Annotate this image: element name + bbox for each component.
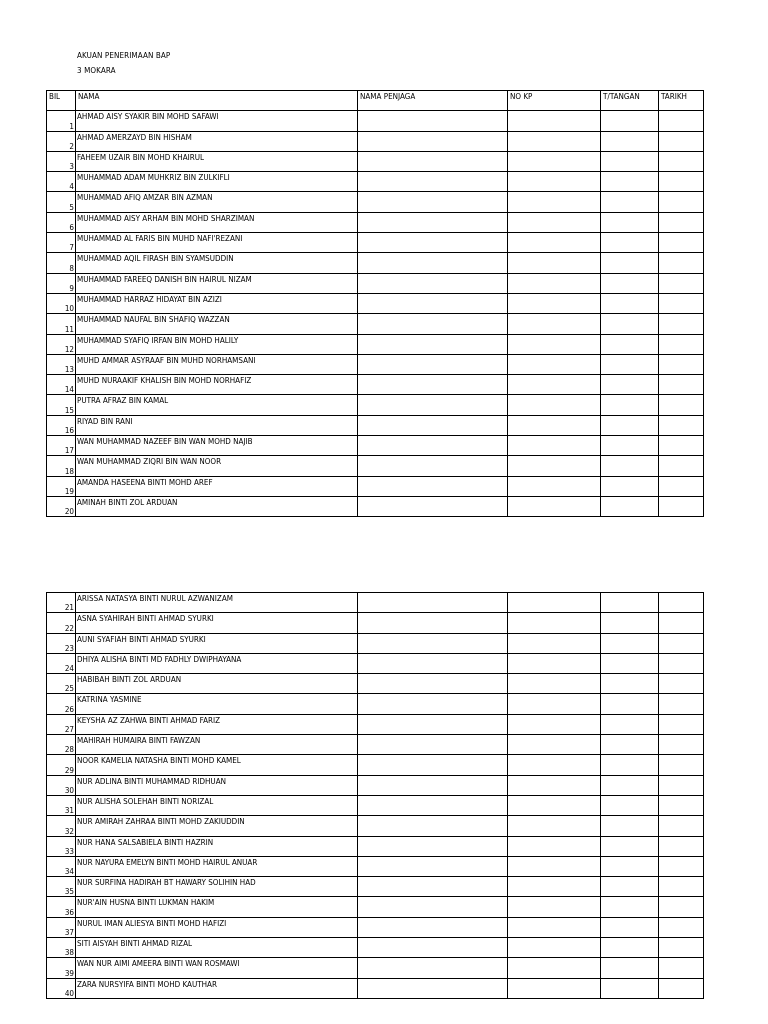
student-name: MAHIRAH HUMAIRA BINTI FAWZAN [76,735,358,755]
signature-cell [601,476,659,496]
table-row [47,496,704,516]
document-title: AKUAN PENERIMAAN BAP [77,51,171,60]
date-cell [659,375,704,395]
signature-cell [601,714,659,734]
date-cell [659,415,704,435]
row-number: 12 [47,334,76,354]
table-row [47,735,704,755]
student-name: NOOR KAMELIA NATASHA BINTI MOHD KAMEL [76,755,358,775]
signature-cell [601,674,659,694]
ic-number-cell [508,334,601,354]
table-row [47,633,704,653]
guardian-name-cell [358,131,508,151]
signature-cell [601,415,659,435]
student-name: NUR AMIRAH ZAHRAA BINTI MOHD ZAKIUDDIN [76,816,358,836]
signature-cell [601,694,659,714]
row-number: 15 [47,395,76,415]
table-row [47,354,704,374]
ic-number-cell [508,192,601,212]
ic-number-cell [508,836,601,856]
table-row [47,613,704,633]
guardian-name-cell [358,775,508,795]
table-row [47,694,704,714]
ic-number-cell [508,593,601,613]
student-name: MUHAMMAD AL FARIS BIN MUHD NAFI'REZANI [76,233,358,253]
ic-number-cell [508,917,601,937]
signature-cell [601,735,659,755]
signature-cell [601,233,659,253]
student-name: NUR'AIN HUSNA BINTI LUKMAN HAKIM [76,897,358,917]
signature-cell [601,795,659,815]
row-number: 13 [47,354,76,374]
date-cell [659,897,704,917]
guardian-name-cell [358,293,508,313]
date-cell [659,714,704,734]
row-number: 7 [47,233,76,253]
column-header-nama: NAMA [76,91,358,111]
table-row [47,253,704,273]
row-number: 27 [47,714,76,734]
date-cell [659,314,704,334]
table-row [47,978,704,998]
table-row [47,714,704,734]
student-name: WAN NUR AIMI AMEERA BINTI WAN ROSMAWI [76,958,358,978]
date-cell [659,938,704,958]
date-cell [659,436,704,456]
table-row [47,212,704,232]
student-name: WAN MUHAMMAD NAZEEF BIN WAN MOHD NAJIB [76,436,358,456]
table-row [47,897,704,917]
date-cell [659,212,704,232]
student-name: MUHD NURAAKIF KHALISH BIN MOHD NORHAFIZ [76,375,358,395]
guardian-name-cell [358,633,508,653]
table-row [47,593,704,613]
date-cell [659,496,704,516]
signature-cell [601,436,659,456]
signature-cell [601,375,659,395]
guardian-name-cell [358,314,508,334]
student-name: NUR HANA SALSABIELA BINTI HAZRIN [76,836,358,856]
table-header-row [47,91,704,111]
signature-cell [601,816,659,836]
guardian-name-cell [358,714,508,734]
row-number: 1 [47,111,76,131]
row-number: 37 [47,917,76,937]
guardian-name-cell [358,436,508,456]
student-name: ARISSA NATASYA BINTI NURUL AZWANIZAM [76,593,358,613]
table-row [47,476,704,496]
guardian-name-cell [358,593,508,613]
column-header-tarikh: TARIKH [659,91,704,111]
table-row [47,151,704,171]
date-cell [659,653,704,673]
ic-number-cell [508,436,601,456]
guardian-name-cell [358,653,508,673]
row-number: 11 [47,314,76,334]
signature-cell [601,273,659,293]
table-row [47,917,704,937]
date-cell [659,111,704,131]
signature-cell [601,172,659,192]
student-name: KEYSHA AZ ZAHWA BINTI AHMAD FARIZ [76,714,358,734]
signature-cell [601,192,659,212]
column-header-tandatangan: T/TANGAN [601,91,659,111]
student-name: AMINAH BINTI ZOL ARDUAN [76,496,358,516]
date-cell [659,273,704,293]
row-number: 21 [47,593,76,613]
table-row [47,958,704,978]
table-row [47,334,704,354]
signature-cell [601,212,659,232]
ic-number-cell [508,293,601,313]
guardian-name-cell [358,694,508,714]
signature-cell [601,938,659,958]
table-row [47,877,704,897]
ic-number-cell [508,633,601,653]
table-row [47,293,704,313]
guardian-name-cell [358,958,508,978]
row-number: 24 [47,653,76,673]
signature-cell [601,334,659,354]
table-row [47,755,704,775]
student-name: MUHD AMMAR ASYRAAF BIN MUHD NORHAMSANI [76,354,358,374]
row-number: 5 [47,192,76,212]
student-name: AUNI SYAFIAH BINTI AHMAD SYURKI [76,633,358,653]
student-name: NURUL IMAN ALIESYA BINTI MOHD HAFIZI [76,917,358,937]
signature-cell [601,613,659,633]
ic-number-cell [508,496,601,516]
ic-number-cell [508,775,601,795]
signature-cell [601,111,659,131]
date-cell [659,917,704,937]
ic-number-cell [508,395,601,415]
signature-cell [601,856,659,876]
guardian-name-cell [358,456,508,476]
table-row [47,938,704,958]
signature-cell [601,314,659,334]
ic-number-cell [508,613,601,633]
table-row [47,395,704,415]
guardian-name-cell [358,856,508,876]
signature-cell [601,395,659,415]
row-number: 22 [47,613,76,633]
date-cell [659,151,704,171]
row-number: 31 [47,795,76,815]
guardian-name-cell [358,273,508,293]
signature-cell [601,293,659,313]
ic-number-cell [508,172,601,192]
date-cell [659,131,704,151]
signature-cell [601,917,659,937]
student-table-2 [46,592,704,999]
ic-number-cell [508,755,601,775]
signature-cell [601,131,659,151]
table-row [47,856,704,876]
table-row [47,674,704,694]
student-name: NUR ADLINA BINTI MUHAMMAD RIDHUAN [76,775,358,795]
date-cell [659,253,704,273]
guardian-name-cell [358,212,508,232]
table-row [47,795,704,815]
ic-number-cell [508,735,601,755]
signature-cell [601,775,659,795]
table-row [47,233,704,253]
date-cell [659,172,704,192]
date-cell [659,395,704,415]
row-number: 9 [47,273,76,293]
guardian-name-cell [358,334,508,354]
row-number: 33 [47,836,76,856]
date-cell [659,674,704,694]
guardian-name-cell [358,253,508,273]
ic-number-cell [508,938,601,958]
row-number: 28 [47,735,76,755]
row-number: 20 [47,496,76,516]
date-cell [659,775,704,795]
row-number: 34 [47,856,76,876]
student-name: MUHAMMAD AQIL FIRASH BIN SYAMSUDDIN [76,253,358,273]
student-name: FAHEEM UZAIR BIN MOHD KHAIRUL [76,151,358,171]
ic-number-cell [508,253,601,273]
table-row [47,415,704,435]
row-number: 30 [47,775,76,795]
ic-number-cell [508,233,601,253]
guardian-name-cell [358,674,508,694]
row-number: 19 [47,476,76,496]
guardian-name-cell [358,172,508,192]
ic-number-cell [508,212,601,232]
signature-cell [601,456,659,476]
class-name: 3 MOKARA [77,66,116,75]
table-row [47,653,704,673]
date-cell [659,836,704,856]
ic-number-cell [508,978,601,998]
date-cell [659,856,704,876]
student-name: MUHAMMAD HARRAZ HIDAYAT BIN AZIZI [76,293,358,313]
guardian-name-cell [358,795,508,815]
guardian-name-cell [358,816,508,836]
student-name: AHMAD AMERZAYD BIN HISHAM [76,131,358,151]
ic-number-cell [508,714,601,734]
row-number: 18 [47,456,76,476]
student-name: DHIYA ALISHA BINTI MD FADHLY DWIPHAYANA [76,653,358,673]
guardian-name-cell [358,735,508,755]
ic-number-cell [508,131,601,151]
date-cell [659,755,704,775]
guardian-name-cell [358,354,508,374]
guardian-name-cell [358,755,508,775]
table-row [47,775,704,795]
signature-cell [601,653,659,673]
signature-cell [601,633,659,653]
date-cell [659,233,704,253]
table-row [47,172,704,192]
date-cell [659,613,704,633]
ic-number-cell [508,877,601,897]
date-cell [659,476,704,496]
date-cell [659,816,704,836]
guardian-name-cell [358,375,508,395]
ic-number-cell [508,958,601,978]
row-number: 40 [47,978,76,998]
table-row [47,273,704,293]
ic-number-cell [508,273,601,293]
row-number: 8 [47,253,76,273]
date-cell [659,354,704,374]
student-name: MUHAMMAD FAREEQ DANISH BIN HAIRUL NIZAM [76,273,358,293]
guardian-name-cell [358,151,508,171]
date-cell [659,877,704,897]
guardian-name-cell [358,917,508,937]
row-number: 35 [47,877,76,897]
student-name: ASNA SYAHIRAH BINTI AHMAD SYURKI [76,613,358,633]
row-number: 32 [47,816,76,836]
ic-number-cell [508,897,601,917]
table-row [47,436,704,456]
column-header-nama-penjaga: NAMA PENJAGA [358,91,508,111]
table-row [47,131,704,151]
student-name: RIYAD BIN RANI [76,415,358,435]
ic-number-cell [508,151,601,171]
date-cell [659,293,704,313]
date-cell [659,593,704,613]
guardian-name-cell [358,496,508,516]
column-header-no-kp: NO KP [508,91,601,111]
date-cell [659,192,704,212]
student-name: AHMAD AISY SYAKIR BIN MOHD SAFAWI [76,111,358,131]
guardian-name-cell [358,233,508,253]
guardian-name-cell [358,476,508,496]
ic-number-cell [508,856,601,876]
date-cell [659,735,704,755]
ic-number-cell [508,111,601,131]
table-row [47,192,704,212]
guardian-name-cell [358,978,508,998]
student-name: MUHAMMAD SYAFIQ IRFAN BIN MOHD HALILY [76,334,358,354]
row-number: 39 [47,958,76,978]
date-cell [659,456,704,476]
student-name: NUR ALISHA SOLEHAH BINTI NORIZAL [76,795,358,815]
signature-cell [601,836,659,856]
student-name: MUHAMMAD NAUFAL BIN SHAFIQ WAZZAN [76,314,358,334]
row-number: 17 [47,436,76,456]
ic-number-cell [508,456,601,476]
guardian-name-cell [358,613,508,633]
signature-cell [601,496,659,516]
guardian-name-cell [358,111,508,131]
student-name: HABIBAH BINTI ZOL ARDUAN [76,674,358,694]
row-number: 38 [47,938,76,958]
ic-number-cell [508,816,601,836]
ic-number-cell [508,375,601,395]
ic-number-cell [508,795,601,815]
row-number: 29 [47,755,76,775]
table-row [47,816,704,836]
guardian-name-cell [358,938,508,958]
ic-number-cell [508,674,601,694]
row-number: 3 [47,151,76,171]
row-number: 26 [47,694,76,714]
student-name: MUHAMMAD AISY ARHAM BIN MOHD SHARZIMAN [76,212,358,232]
signature-cell [601,877,659,897]
row-number: 23 [47,633,76,653]
signature-cell [601,354,659,374]
student-name: SITI AISYAH BINTI AHMAD RIZAL [76,938,358,958]
ic-number-cell [508,476,601,496]
ic-number-cell [508,415,601,435]
row-number: 36 [47,897,76,917]
student-name: WAN MUHAMMAD ZIQRI BIN WAN NOOR [76,456,358,476]
row-number: 16 [47,415,76,435]
signature-cell [601,151,659,171]
guardian-name-cell [358,877,508,897]
table-row [47,314,704,334]
guardian-name-cell [358,897,508,917]
table-row [47,836,704,856]
date-cell [659,694,704,714]
signature-cell [601,593,659,613]
row-number: 10 [47,293,76,313]
table-row [47,111,704,131]
signature-cell [601,897,659,917]
guardian-name-cell [358,192,508,212]
column-header-bil: BIL [47,91,76,111]
student-name: PUTRA AFRAZ BIN KAMAL [76,395,358,415]
row-number: 25 [47,674,76,694]
guardian-name-cell [358,395,508,415]
table-row [47,456,704,476]
student-name: ZARA NURSYIFA BINTI MOHD KAUTHAR [76,978,358,998]
signature-cell [601,755,659,775]
date-cell [659,978,704,998]
ic-number-cell [508,694,601,714]
student-table-1 [46,90,704,517]
student-name: NUR NAYURA EMELYN BINTI MOHD HAIRUL ANUAR [76,856,358,876]
student-name: AMANDA HASEENA BINTI MOHD AREF [76,476,358,496]
guardian-name-cell [358,836,508,856]
student-name: MUHAMMAD ADAM MUHKRIZ BIN ZULKIFLI [76,172,358,192]
signature-cell [601,253,659,273]
signature-cell [601,978,659,998]
student-name: MUHAMMAD AFIQ AMZAR BIN AZMAN [76,192,358,212]
ic-number-cell [508,354,601,374]
row-number: 4 [47,172,76,192]
signature-cell [601,958,659,978]
table-row [47,375,704,395]
date-cell [659,633,704,653]
row-number: 14 [47,375,76,395]
date-cell [659,958,704,978]
student-name: KATRINA YASMINE [76,694,358,714]
row-number: 6 [47,212,76,232]
date-cell [659,795,704,815]
guardian-name-cell [358,415,508,435]
row-number: 2 [47,131,76,151]
date-cell [659,334,704,354]
ic-number-cell [508,314,601,334]
ic-number-cell [508,653,601,673]
student-name: NUR SURFINA HADIRAH BT HAWARY SOLIHIN HAD [76,877,358,897]
